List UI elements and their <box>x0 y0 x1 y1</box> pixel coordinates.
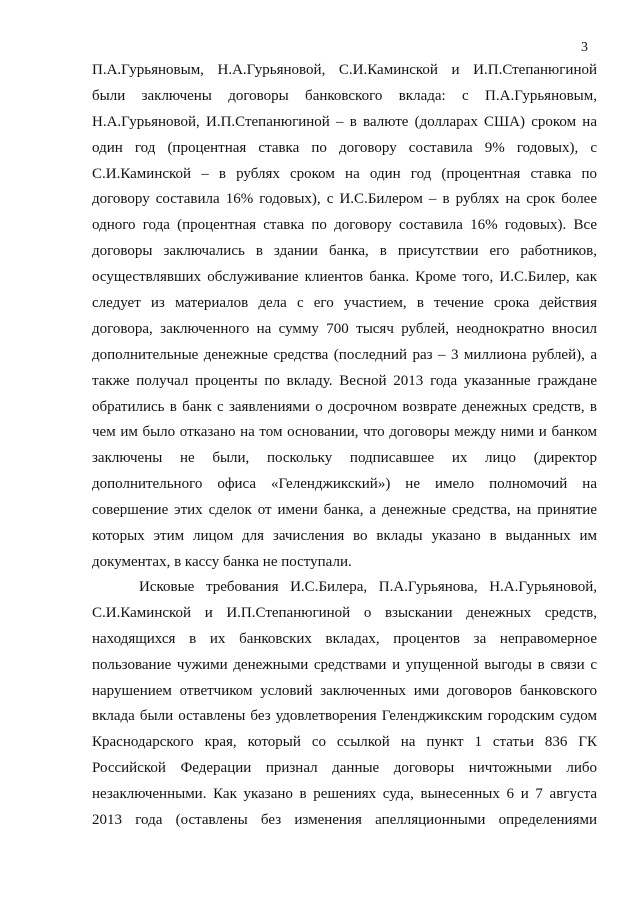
text-line: договору составила 16% годовых), с И.С.Билером – в рублях на срок более <box>92 191 597 208</box>
page-number: 3 <box>581 40 588 55</box>
paragraph-1 <box>92 58 597 576</box>
text-line: Н.А.Гурьяновой, И.П.Степанюгиной – в валюте (долларах США) сроком на <box>92 113 597 130</box>
text-line: С.И.Каминской – в рублях сроком на один год (процентная ставка по <box>92 165 597 182</box>
text-line: вклада были оставлены без удовлетворения Геленджикским городским судом <box>92 708 597 725</box>
text-line: пользование чужими денежными средствами и упущенной выгоды в связи с <box>92 656 597 673</box>
text-line: также получал проценты по вкладу. Весной 2013 года указанные граждане <box>92 372 597 389</box>
text-line: одного года (процентная ставка по договору составила 16% годовых). Все <box>92 217 597 234</box>
text-line: Российской Федерации признал данные договоры ничтожными либо <box>92 760 597 777</box>
text-line: осуществлявших обслуживание клиентов банка. Кроме того, И.С.Билер, как <box>92 269 597 286</box>
text-line: договора, заключенного на сумму 700 тысяч рублей, неоднократно вносил <box>92 320 597 337</box>
text-line: один год (процентная ставка по договору составила 9% годовых), с <box>92 139 597 156</box>
text-line: дополнительного офиса «Геленджикский») не имело полномочий на <box>92 476 597 493</box>
text-line: нарушением ответчиком условий заключенных ими договоров банковского <box>92 682 597 699</box>
text-line: были заключены договоры банковского вклада: с П.А.Гурьяновым, <box>92 87 597 104</box>
text-line: которых этим лицом для зачисления во вклады указано в выданных им <box>92 528 597 545</box>
text-line: 2013 года (оставлены без изменения апелляционными определениями <box>92 812 597 829</box>
text-line: документах, в кассу банка не поступали. <box>92 553 352 570</box>
text-line: чем им было отказано на том основании, что договоры между ними и банком <box>92 424 597 441</box>
text-line: Краснодарского края, который со ссылкой на пункт 1 статьи 836 ГК <box>92 734 597 751</box>
text-line: П.А.Гурьяновым, Н.А.Гурьяновой, С.И.Каминской и И.П.Степанюгиной <box>92 62 597 78</box>
text-line: незаключенными. Как указано в решениях суда, вынесенных 6 и 7 августа <box>92 786 597 803</box>
text-line: договоры заключались в здании банка, в присутствии его работников, <box>92 243 597 260</box>
text-line: дополнительные денежные средства (последний раз – 3 миллиона рублей), а <box>92 346 597 363</box>
text-line: Исковые требования И.С.Билера, П.А.Гурьянова, Н.А.Гурьяновой, <box>139 579 597 595</box>
text-line: следует из материалов дела с его участием, в течение срока действия <box>92 295 597 312</box>
text-line: заключены не были, поскольку подписавшее их лицо (директор <box>92 450 597 467</box>
paragraph-2 <box>92 575 597 834</box>
text-line: обратились в банк с заявлениями о досрочном возврате денежных средств, в <box>92 398 597 415</box>
text-line: С.И.Каминской и И.П.Степанюгиной о взыскании денежных средств, <box>92 604 597 621</box>
text-line: совершение этих сделок от имени банка, а денежные средства, на принятие <box>92 502 597 519</box>
text-line: находящихся в их банковских вкладах, процентов за неправомерное <box>92 630 597 647</box>
